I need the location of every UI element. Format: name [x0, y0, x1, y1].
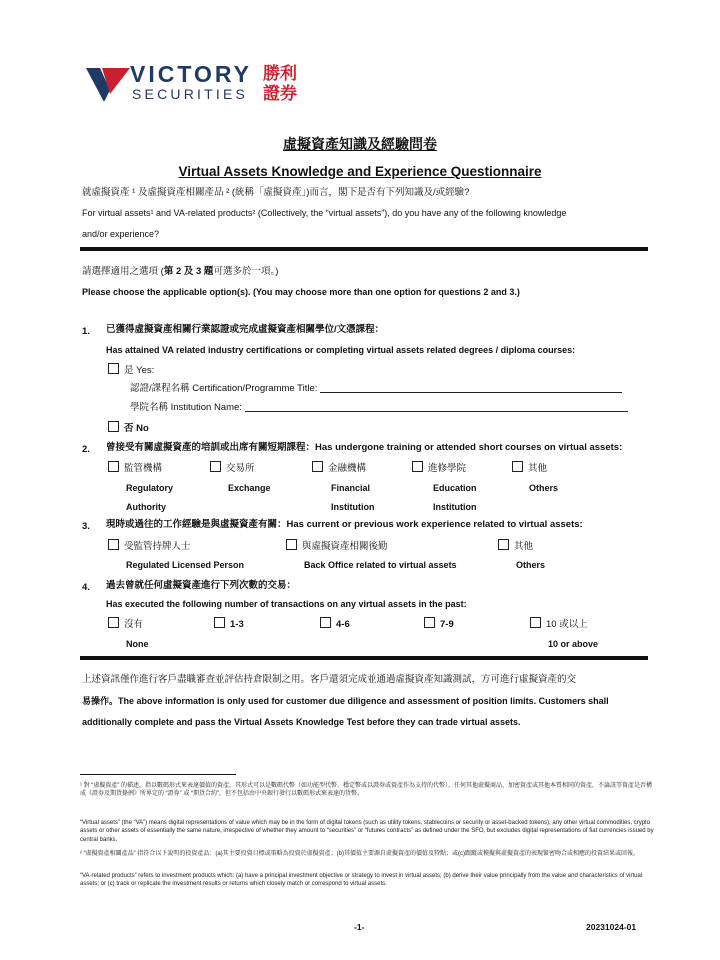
- q3-text: 現時或過往的工作經驗是與虛擬資產有關：Has current or previous work experience related to virtual assets:: [106, 519, 583, 530]
- checkbox[interactable]: [210, 461, 221, 472]
- q1-no-option[interactable]: [108, 421, 149, 435]
- q3-option-zh: 與虛擬資產相關後勤: [302, 541, 388, 552]
- checkbox[interactable]: [424, 617, 435, 628]
- q4-option-sub: 10 or above: [548, 639, 599, 649]
- q3-option-en: Others: [516, 560, 546, 570]
- q4-option-4-6[interactable]: [320, 617, 350, 631]
- checkbox[interactable]: [312, 461, 323, 472]
- divider-bottom: [80, 656, 648, 660]
- q2-option-zh: 交易所: [226, 463, 255, 474]
- checkbox[interactable]: [108, 363, 119, 374]
- q2-option-exchange[interactable]: [210, 461, 255, 475]
- q1-cert-row: [130, 382, 622, 395]
- footnote-1-zh: ¹ 對 “虛擬資產” 的描述，指以數碼形式來表達價值的資產，其形式可以是數碼代幣（如功能型代幣、穩定幣或以證券或資產作為支持的代幣）、任何其他虛擬商品、加密資產或其他本質相同的資產，不論該等資產是否構成《證券及期貨條例》所界定的 “證券” 或 “期貨合約”，但不包括由中央銀行發行以數碼形式來表達的貨幣。: [80, 783, 652, 798]
- logo-name-en-1: VICTORY: [130, 61, 252, 87]
- q4-option-7-9[interactable]: [424, 617, 454, 631]
- q2-number: 2.: [82, 444, 90, 455]
- q4-option-10-plus[interactable]: [530, 617, 588, 631]
- intro-en-2: and/or experience?: [82, 229, 160, 239]
- q4-option-label: 4-6: [336, 619, 350, 630]
- q4-option-sub: None: [126, 639, 149, 649]
- q2-option-en: Regulatory: [126, 483, 174, 493]
- footnote-rule: [80, 774, 236, 775]
- q2-option-zh: 金融機構: [328, 463, 367, 474]
- q1-inst-row: [130, 401, 628, 414]
- q3-option-en: Back Office related to virtual assets: [304, 560, 457, 570]
- q1-no-label: 否 No: [124, 423, 149, 434]
- instruction-zh-a: 請選擇適用之選項 (: [82, 266, 164, 277]
- q2-option-zh: 監管機構: [124, 463, 163, 474]
- q3-option-others[interactable]: [498, 539, 533, 553]
- footnote-2-en: “VA-related products” refers to investment products which: (a) have a principal investment objective or strategy to invest in virtual assets; (b) derive their value principally from the value and characteristics of virtual assets; or (c) track or replicate the investment results or returns which closely match or correspond to virtual assets.: [80, 873, 643, 888]
- instruction-en: Please choose the applicable option(s). (You may choose more than one option for questions 2 and 3.): [82, 287, 520, 297]
- q1-yes-label: 是 Yes:: [124, 365, 155, 376]
- q3-number: 3.: [82, 521, 90, 532]
- q4-option-label: 7-9: [440, 619, 454, 630]
- q4-number: 4.: [82, 582, 90, 593]
- checkbox[interactable]: [108, 421, 119, 432]
- instruction-zh: [82, 265, 278, 278]
- q2-option-regulatory[interactable]: [108, 461, 162, 475]
- q4-option-label: 沒有: [124, 619, 144, 630]
- q2-option-financial[interactable]: [312, 461, 366, 475]
- q2-option-en: Institution: [433, 502, 477, 512]
- q1-inst-label: 學院名稱 Institution Name:: [130, 402, 242, 413]
- q2-option-en: Education: [433, 483, 477, 493]
- document-code: 20231024-01: [586, 922, 637, 932]
- checkbox[interactable]: [498, 539, 509, 550]
- logo-name-zh-1: 勝利: [263, 64, 297, 83]
- footnote-2-zh: ² “虛擬資產相關產品” 指符合以下說明的投資產品：(a)其主要投資目標或策略為投資於虛擬資產；(b)其價值主要源自虛擬資產的價值及特點；或(c)跟蹤或模擬與虛擬資產的表現緊密吻合或相應的投資結果或回報。: [80, 851, 639, 857]
- checkbox[interactable]: [108, 617, 119, 628]
- note-line-2: 易操作。The above information is only used for customer due diligence and assessment of position limits. Customers shall: [82, 696, 609, 706]
- q4-option-1-3[interactable]: [214, 617, 244, 631]
- page-number: -1-: [354, 922, 365, 932]
- q1-number: 1.: [82, 326, 90, 337]
- checkbox[interactable]: [412, 461, 423, 472]
- note-line-3: additionally complete and pass the Virtual Assets Knowledge Test before they can trade virtual assets.: [82, 717, 521, 727]
- q2-option-zh: 其他: [528, 463, 548, 474]
- q2-option-en: Exchange: [228, 483, 271, 493]
- q1-cert-input[interactable]: [320, 383, 622, 393]
- logo-name-zh-2: 證券: [263, 84, 297, 103]
- checkbox[interactable]: [108, 539, 119, 550]
- instruction-zh-b: 第 2 及 3 題: [163, 266, 214, 277]
- logo: [86, 62, 306, 106]
- q2-option-en: Institution: [331, 502, 375, 512]
- q1-inst-input[interactable]: [245, 402, 628, 412]
- q2-option-en: Financial: [331, 483, 371, 493]
- footnote-1-en: “Virtual assets” (the “VA”) means digital representations of value which may be in the form of digital tokens (such as utility tokens, stablecoins or security or asset-backed tokens), any other virtual commodities, crypto assets or other assets of essentially the same nature, irrespective of whether they amount to “securities” or “futures contracts” as defined under the SFO, but excludes digital representations of fiat currencies issued by central banks.: [80, 820, 654, 843]
- title-en: Virtual Assets Knowledge and Experience Questionnaire: [178, 164, 542, 179]
- q1-text-zh: 已獲得虛擬資產相關行業認證或完成虛擬資產相關學位/文憑課程：: [106, 324, 385, 335]
- q1-yes-option[interactable]: [108, 363, 154, 377]
- title-zh: 虛擬資產知識及經驗問卷: [283, 136, 437, 152]
- instruction-zh-c: 可選多於一項。): [213, 266, 279, 277]
- note-line-1: 上述資訊僅作進行客戶盡職審查並評估持倉限制之用。客戶還須完成並通過虛擬資產知識測試，方可進行虛擬資產的交: [82, 674, 577, 685]
- q1-cert-label: 認證/課程名稱 Certification/Programme Title:: [130, 383, 318, 394]
- checkbox[interactable]: [108, 461, 119, 472]
- q3-option-zh: 受監管持牌人士: [124, 541, 191, 552]
- q4-option-none[interactable]: [108, 617, 143, 631]
- q2-option-zh: 進修學院: [428, 463, 467, 474]
- q2-option-education[interactable]: [412, 461, 466, 475]
- checkbox[interactable]: [512, 461, 523, 472]
- checkbox[interactable]: [320, 617, 331, 628]
- q4-text-zh: 過去曾就任何虛擬資產進行下列次數的交易：: [106, 580, 297, 591]
- q2-option-others[interactable]: [512, 461, 547, 475]
- q1-text-en: Has attained VA related industry certifications or completing virtual assets related degrees / diploma courses:: [106, 345, 576, 355]
- logo-mark-icon: [86, 64, 130, 104]
- q3-option-zh: 其他: [514, 541, 534, 552]
- divider-top: [80, 247, 648, 251]
- q3-option-licensed[interactable]: [108, 539, 191, 553]
- intro-zh: 就虛擬資產 ¹ 及虛擬資產相關產品 ² (統稱「虛擬資產」)而言，閣下是否有下列知識及/或經驗?: [82, 187, 470, 198]
- logo-name-en-2: SECURITIES: [132, 86, 249, 102]
- q3-option-back-office[interactable]: [286, 539, 388, 553]
- q2-option-en: Authority: [126, 502, 166, 512]
- q2-text: 曾接受有關虛擬資產的培訓或出席有關短期課程：Has undergone training or attended short courses on virtual assets:: [106, 442, 623, 453]
- checkbox[interactable]: [286, 539, 297, 550]
- checkbox[interactable]: [214, 617, 225, 628]
- q3-option-en: Regulated Licensed Person: [126, 560, 245, 570]
- checkbox[interactable]: [530, 617, 541, 628]
- q2-option-en: Others: [529, 483, 559, 493]
- q4-option-label: 1-3: [230, 619, 244, 630]
- intro-en-1: For virtual assets¹ and VA-related products² (Collectively, the “virtual assets”), do you have any of the following knowledge: [82, 208, 567, 218]
- q4-text-en: Has executed the following number of transactions on any virtual assets in the past:: [106, 599, 467, 609]
- q4-option-label: 10 或以上: [546, 619, 588, 630]
